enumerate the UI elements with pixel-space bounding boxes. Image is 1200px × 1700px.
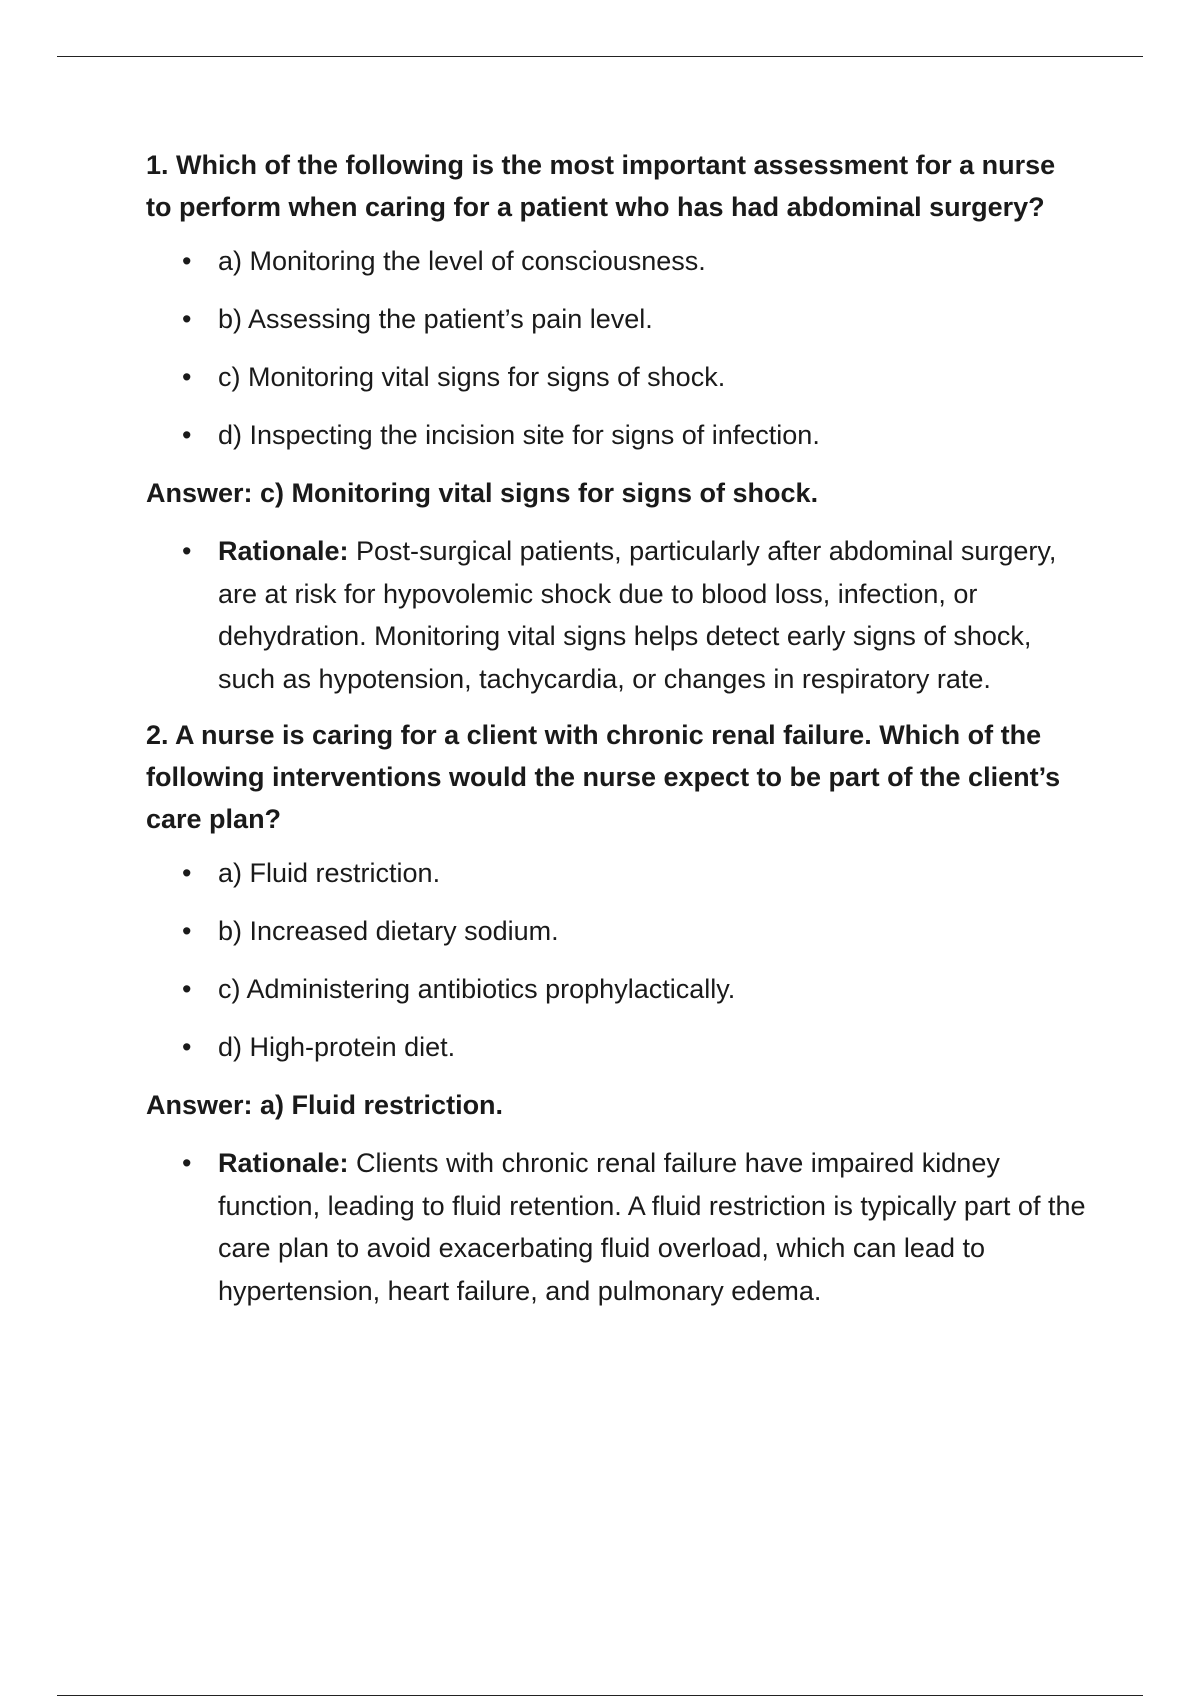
top-rule: [57, 56, 1143, 57]
question-block-2: [146, 714, 1086, 1312]
question-text: 2. A nurse is caring for a client with chronic renal failure. Which of the following interventions would the nurse expect to be part of the client’s care plan?: [146, 720, 1061, 834]
option-text: d) Inspecting the incision site for signs of infection.: [218, 420, 820, 450]
option-item: [146, 1026, 1086, 1068]
rationale-text: Post-surgical patients, particularly after abdominal surgery, are at risk for hypovolemic shock due to blood loss, infection, or dehydration. Monitoring vital signs helps detect early signs of shock, such as hypotension, tachycardia, or changes in respiratory rate.: [218, 536, 1057, 694]
option-item: [146, 298, 1086, 340]
option-item: [146, 968, 1086, 1010]
bullet-icon: •: [182, 1148, 192, 1178]
option-text: b) Increased dietary sodium.: [218, 916, 559, 946]
rationale-item: [146, 1142, 1086, 1312]
option-item: [146, 910, 1086, 952]
options-list: [146, 852, 1086, 1068]
answer-text: Answer: a) Fluid restriction.: [146, 1090, 504, 1120]
bullet-icon: •: [182, 1032, 192, 1062]
option-text: a) Monitoring the level of consciousness.: [218, 246, 706, 276]
bullet-icon: •: [182, 304, 192, 334]
option-text: a) Fluid restriction.: [218, 858, 441, 888]
bullet-icon: •: [182, 420, 192, 450]
option-text: c) Monitoring vital signs for signs of shock.: [218, 362, 726, 392]
option-text: d) High-protein diet.: [218, 1032, 456, 1062]
bullet-icon: •: [182, 916, 192, 946]
question-text: 1. Which of the following is the most important assessment for a nurse to perform when caring for a patient who has had abdominal surgery?: [146, 150, 1056, 222]
rationale-list: [146, 1142, 1086, 1312]
bullet-icon: •: [182, 974, 192, 1004]
rationale-list: [146, 530, 1086, 700]
options-list: [146, 240, 1086, 456]
rationale-label: Rationale:: [218, 536, 349, 566]
document-content: [146, 144, 1086, 1326]
rationale-text: Clients with chronic renal failure have impaired kidney function, leading to fluid retention. A fluid restriction is typically part of the care plan to avoid exacerbating fluid overload, which can lead to hypertension, heart failure, and pulmonary edema.: [218, 1148, 1086, 1306]
rationale-label: Rationale:: [218, 1148, 349, 1178]
bullet-icon: •: [182, 362, 192, 392]
option-text: c) Administering antibiotics prophylactically.: [218, 974, 736, 1004]
bullet-icon: •: [182, 536, 192, 566]
rationale-item: [146, 530, 1086, 700]
bullet-icon: •: [182, 858, 192, 888]
option-text: b) Assessing the patient’s pain level.: [218, 304, 653, 334]
question-block-1: [146, 144, 1086, 700]
bullet-icon: •: [182, 246, 192, 276]
option-item: [146, 414, 1086, 456]
answer-text: Answer: c) Monitoring vital signs for signs of shock.: [146, 478, 819, 508]
option-item: [146, 852, 1086, 894]
option-item: [146, 240, 1086, 282]
option-item: [146, 356, 1086, 398]
bottom-rule: [57, 1695, 1143, 1696]
